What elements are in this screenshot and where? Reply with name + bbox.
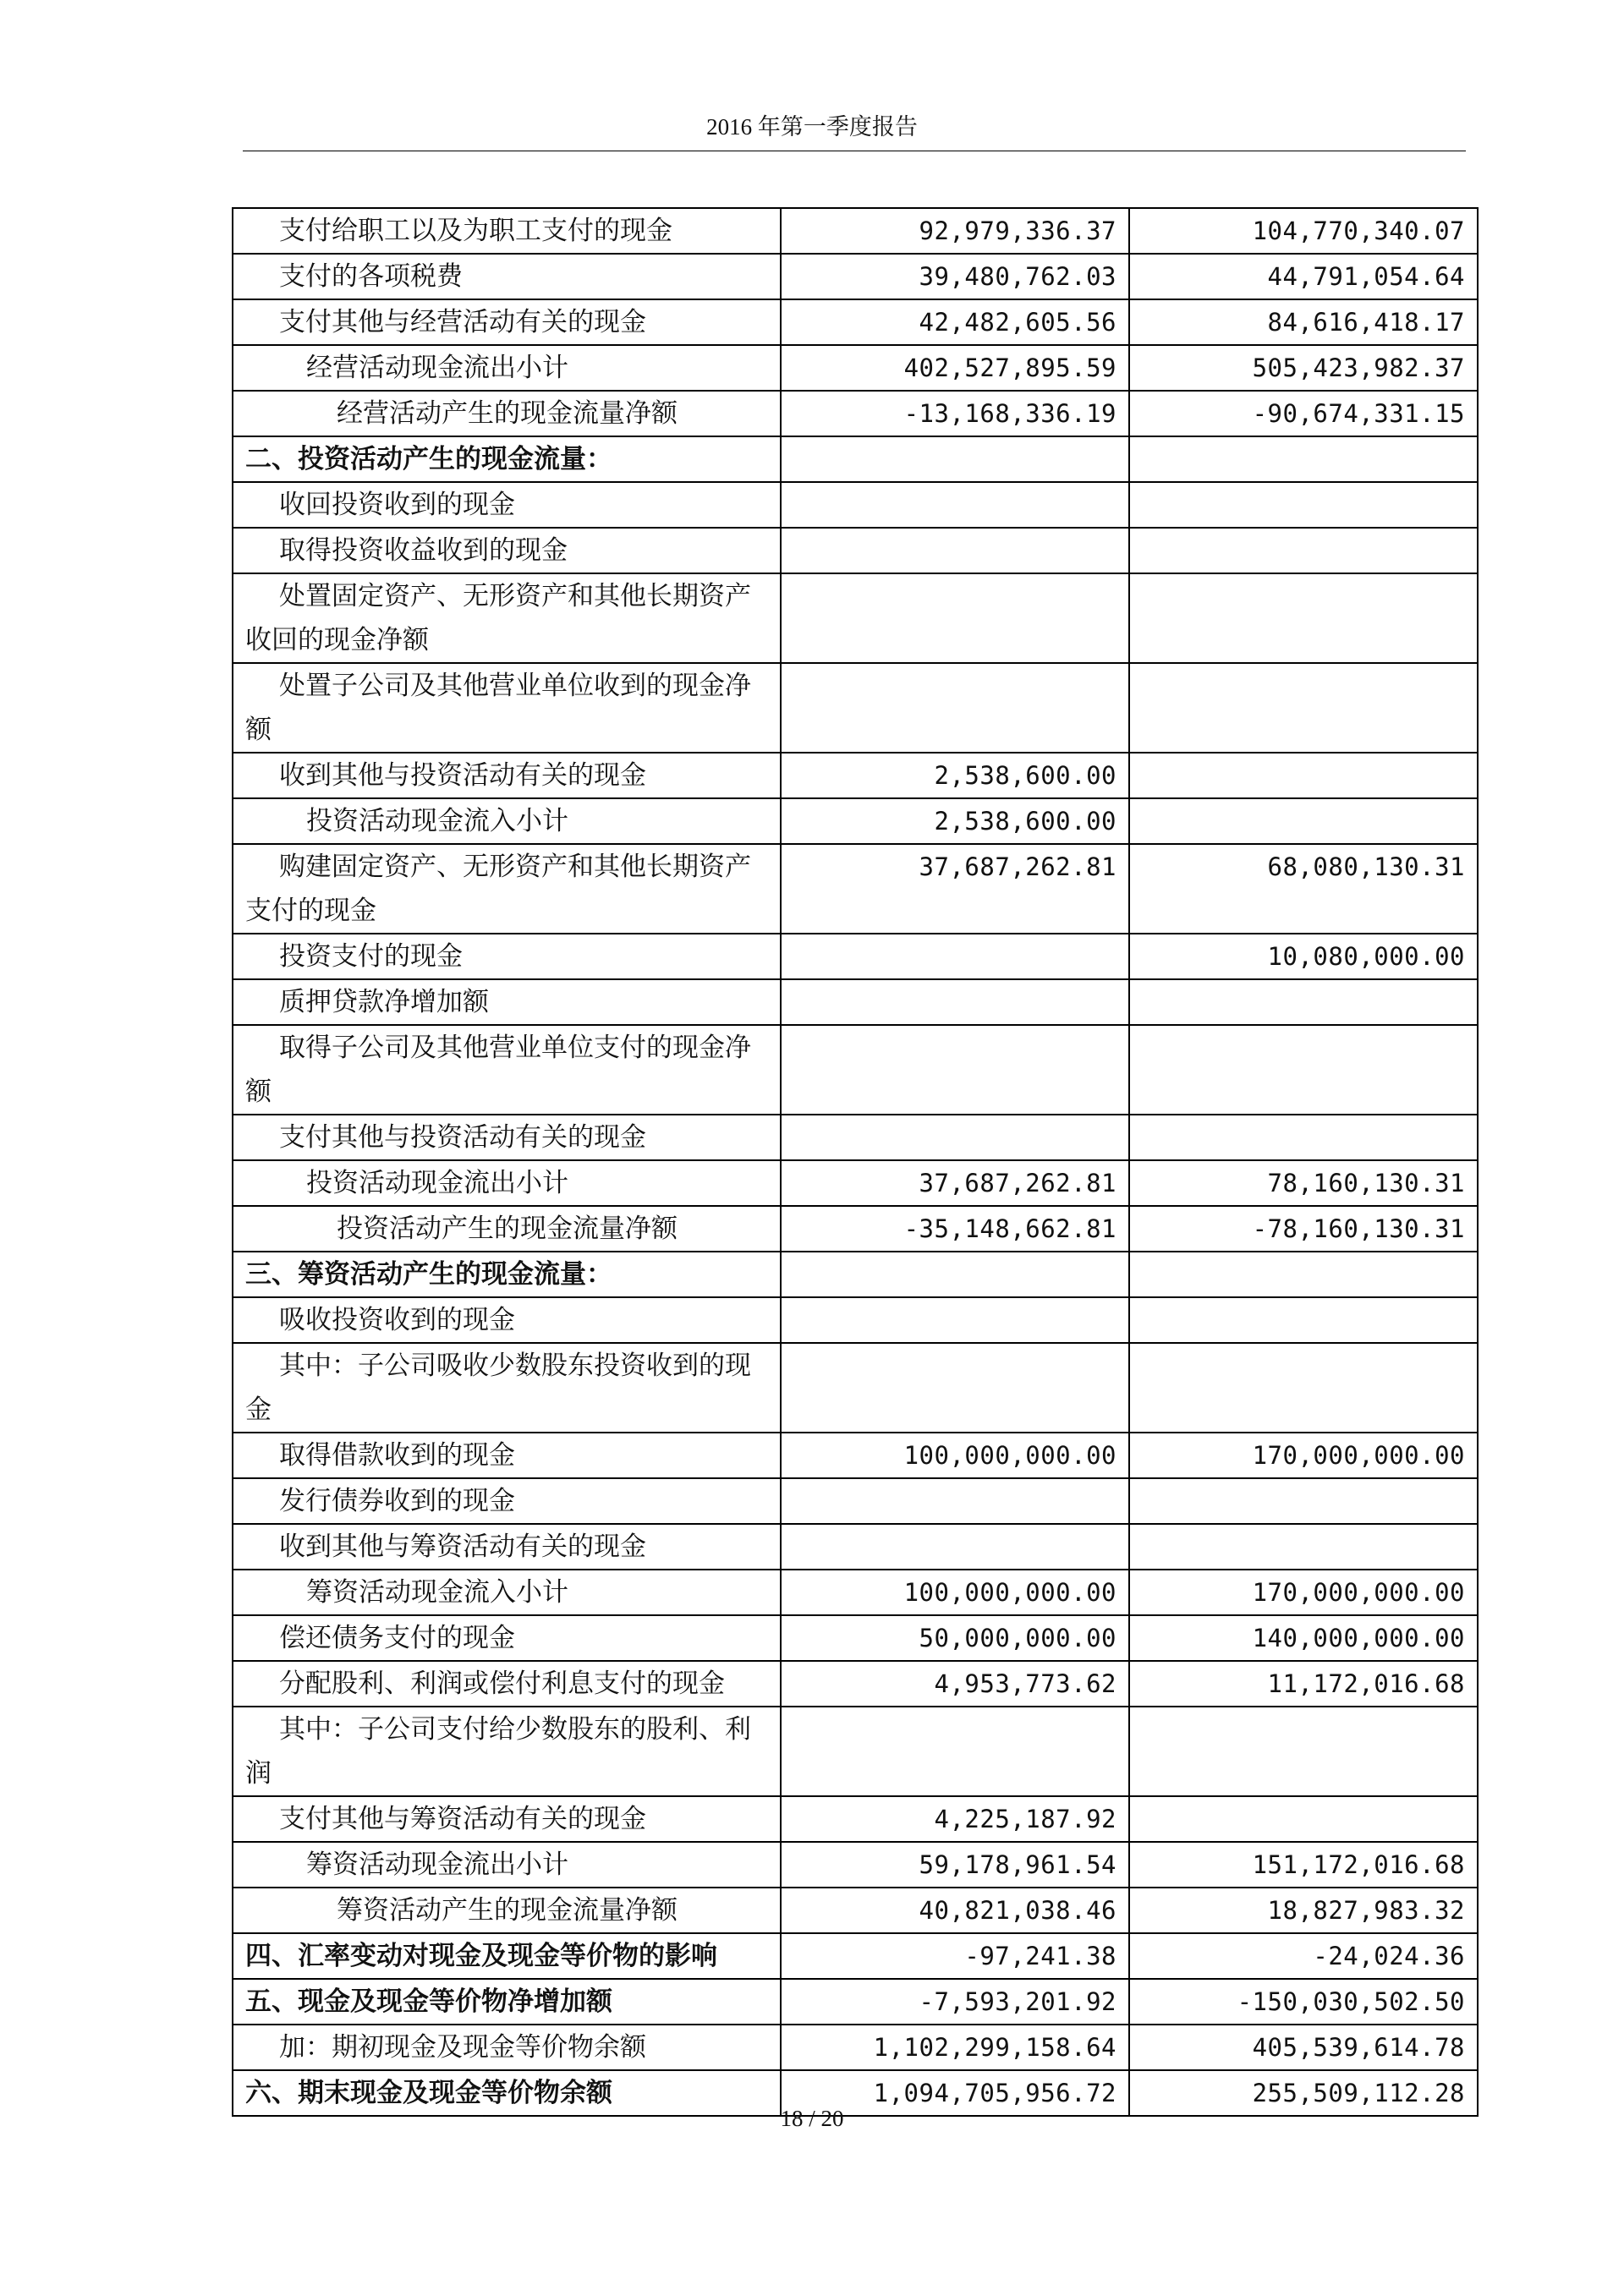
table-row: [233, 1478, 1478, 1524]
current-period-amount: 42,482,605.56: [781, 299, 1129, 345]
row-label: 其中：子公司支付给少数股东的股利、利润: [233, 1707, 781, 1796]
table-row: [233, 1933, 1478, 1979]
current-period-amount: 1,102,299,158.64: [781, 2025, 1129, 2070]
current-period-amount: 92,979,336.37: [781, 208, 1129, 254]
prior-period-amount: [1129, 798, 1478, 844]
table-row: [233, 1025, 1478, 1115]
row-label: 五、现金及现金等价物净增加额: [233, 1979, 781, 2025]
current-period-amount: 37,687,262.81: [781, 1160, 1129, 1206]
prior-period-amount: [1129, 482, 1478, 528]
prior-period-amount: 44,791,054.64: [1129, 254, 1478, 299]
prior-period-amount: [1129, 528, 1478, 573]
table-row: [233, 1707, 1478, 1796]
current-period-amount: 59,178,961.54: [781, 1842, 1129, 1888]
current-period-amount: [781, 1707, 1129, 1796]
prior-period-amount: 104,770,340.07: [1129, 208, 1478, 254]
prior-period-amount: [1129, 1478, 1478, 1524]
current-period-amount: [781, 1343, 1129, 1433]
prior-period-amount: 68,080,130.31: [1129, 844, 1478, 934]
row-label: 支付其他与投资活动有关的现金: [233, 1115, 781, 1160]
current-period-amount: 4,225,187.92: [781, 1796, 1129, 1842]
row-label: 筹资活动现金流出小计: [233, 1842, 781, 1888]
table-row: [233, 482, 1478, 528]
table-row: [233, 254, 1478, 299]
prior-period-amount: [1129, 1524, 1478, 1570]
row-label: 六、期末现金及现金等价物余额: [233, 2070, 781, 2116]
table-row: [233, 1661, 1478, 1707]
table-row: [233, 1297, 1478, 1343]
row-label: 收回投资收到的现金: [233, 482, 781, 528]
row-label: 收到其他与投资活动有关的现金: [233, 753, 781, 798]
prior-period-amount: 170,000,000.00: [1129, 1433, 1478, 1478]
row-label: 投资活动产生的现金流量净额: [233, 1206, 781, 1252]
table-row: [233, 934, 1478, 979]
current-period-amount: [781, 573, 1129, 663]
prior-period-amount: [1129, 436, 1478, 482]
prior-period-amount: [1129, 1297, 1478, 1343]
row-label: 三、筹资活动产生的现金流量：: [233, 1252, 781, 1297]
current-period-amount: [781, 1025, 1129, 1115]
current-period-amount: 402,527,895.59: [781, 345, 1129, 391]
prior-period-amount: 151,172,016.68: [1129, 1842, 1478, 1888]
row-label: 支付其他与筹资活动有关的现金: [233, 1796, 781, 1842]
table-row: [233, 1115, 1478, 1160]
current-period-amount: [781, 482, 1129, 528]
prior-period-amount: -90,674,331.15: [1129, 391, 1478, 436]
row-label: 投资活动现金流出小计: [233, 1160, 781, 1206]
table-row: [233, 1252, 1478, 1297]
current-period-amount: [781, 1252, 1129, 1297]
prior-period-amount: 405,539,614.78: [1129, 2025, 1478, 2070]
table-row: [233, 1524, 1478, 1570]
row-label: 购建固定资产、无形资产和其他长期资产支付的现金: [233, 844, 781, 934]
table-row: [233, 798, 1478, 844]
prior-period-amount: -150,030,502.50: [1129, 1979, 1478, 2025]
prior-period-amount: 10,080,000.00: [1129, 934, 1478, 979]
prior-period-amount: 84,616,418.17: [1129, 299, 1478, 345]
row-label: 经营活动现金流出小计: [233, 345, 781, 391]
current-period-amount: 37,687,262.81: [781, 844, 1129, 934]
prior-period-amount: [1129, 1343, 1478, 1433]
row-label: 吸收投资收到的现金: [233, 1297, 781, 1343]
current-period-amount: 100,000,000.00: [781, 1433, 1129, 1478]
current-period-amount: 4,953,773.62: [781, 1661, 1129, 1707]
row-label: 处置子公司及其他营业单位收到的现金净额: [233, 663, 781, 753]
prior-period-amount: 170,000,000.00: [1129, 1570, 1478, 1615]
prior-period-amount: 505,423,982.37: [1129, 345, 1478, 391]
table-row: [233, 753, 1478, 798]
current-period-amount: [781, 934, 1129, 979]
prior-period-amount: [1129, 663, 1478, 753]
current-period-amount: 39,480,762.03: [781, 254, 1129, 299]
page-number: 18 / 20: [780, 2106, 844, 2131]
row-label: 处置固定资产、无形资产和其他长期资产收回的现金净额: [233, 573, 781, 663]
current-period-amount: [781, 1297, 1129, 1343]
table-row: [233, 1979, 1478, 2025]
row-label: 二、投资活动产生的现金流量：: [233, 436, 781, 482]
row-label: 其中：子公司吸收少数股东投资收到的现金: [233, 1343, 781, 1433]
table-row: [233, 1796, 1478, 1842]
prior-period-amount: [1129, 979, 1478, 1025]
table-row: [233, 2025, 1478, 2070]
current-period-amount: 2,538,600.00: [781, 753, 1129, 798]
row-label: 加：期初现金及现金等价物余额: [233, 2025, 781, 2070]
table-row: [233, 1842, 1478, 1888]
row-label: 取得借款收到的现金: [233, 1433, 781, 1478]
table-row: [233, 528, 1478, 573]
prior-period-amount: [1129, 1252, 1478, 1297]
row-label: 支付给职工以及为职工支付的现金: [233, 208, 781, 254]
prior-period-amount: [1129, 753, 1478, 798]
row-label: 投资活动现金流入小计: [233, 798, 781, 844]
row-label: 质押贷款净增加额: [233, 979, 781, 1025]
table-row: [233, 844, 1478, 934]
current-period-amount: -7,593,201.92: [781, 1979, 1129, 2025]
table-row: [233, 1615, 1478, 1661]
prior-period-amount: 78,160,130.31: [1129, 1160, 1478, 1206]
current-period-amount: [781, 1478, 1129, 1524]
table-row: [233, 573, 1478, 663]
current-period-amount: 40,821,038.46: [781, 1888, 1129, 1933]
table-row: [233, 663, 1478, 753]
row-label: 筹资活动现金流入小计: [233, 1570, 781, 1615]
prior-period-amount: [1129, 1707, 1478, 1796]
row-label: 取得子公司及其他营业单位支付的现金净额: [233, 1025, 781, 1115]
cash-flow-table: [232, 207, 1479, 2117]
prior-period-amount: 140,000,000.00: [1129, 1615, 1478, 1661]
row-label: 取得投资收益收到的现金: [233, 528, 781, 573]
row-label: 偿还债务支付的现金: [233, 1615, 781, 1661]
current-period-amount: -13,168,336.19: [781, 391, 1129, 436]
current-period-amount: [781, 979, 1129, 1025]
table-row: [233, 1888, 1478, 1933]
current-period-amount: -97,241.38: [781, 1933, 1129, 1979]
row-label: 支付其他与经营活动有关的现金: [233, 299, 781, 345]
row-label: 发行债券收到的现金: [233, 1478, 781, 1524]
current-period-amount: [781, 1115, 1129, 1160]
page-header-title: 2016 年第一季度报告: [706, 114, 918, 140]
current-period-amount: 1,094,705,956.72: [781, 2070, 1129, 2116]
table-row: [233, 299, 1478, 345]
current-period-amount: -35,148,662.81: [781, 1206, 1129, 1252]
table-row: [233, 436, 1478, 482]
prior-period-amount: 18,827,983.32: [1129, 1888, 1478, 1933]
table-row: [233, 1433, 1478, 1478]
current-period-amount: 100,000,000.00: [781, 1570, 1129, 1615]
row-label: 投资支付的现金: [233, 934, 781, 979]
table-row: [233, 208, 1478, 254]
table-row: [233, 391, 1478, 436]
prior-period-amount: [1129, 1115, 1478, 1160]
current-period-amount: [781, 663, 1129, 753]
current-period-amount: [781, 1524, 1129, 1570]
prior-period-amount: -78,160,130.31: [1129, 1206, 1478, 1252]
row-label: 筹资活动产生的现金流量净额: [233, 1888, 781, 1933]
current-period-amount: [781, 436, 1129, 482]
row-label: 经营活动产生的现金流量净额: [233, 391, 781, 436]
table-row: [233, 1570, 1478, 1615]
table-row: [233, 1343, 1478, 1433]
cash-flow-table-body: [233, 208, 1478, 2116]
row-label: 支付的各项税费: [233, 254, 781, 299]
prior-period-amount: [1129, 1025, 1478, 1115]
prior-period-amount: [1129, 573, 1478, 663]
current-period-amount: 2,538,600.00: [781, 798, 1129, 844]
table-row: [233, 979, 1478, 1025]
prior-period-amount: 11,172,016.68: [1129, 1661, 1478, 1707]
current-period-amount: [781, 528, 1129, 573]
table-row: [233, 1160, 1478, 1206]
table-row: [233, 1206, 1478, 1252]
table-row: [233, 345, 1478, 391]
row-label: 四、汇率变动对现金及现金等价物的影响: [233, 1933, 781, 1979]
prior-period-amount: [1129, 1796, 1478, 1842]
row-label: 收到其他与筹资活动有关的现金: [233, 1524, 781, 1570]
row-label: 分配股利、利润或偿付利息支付的现金: [233, 1661, 781, 1707]
prior-period-amount: 255,509,112.28: [1129, 2070, 1478, 2116]
current-period-amount: 50,000,000.00: [781, 1615, 1129, 1661]
prior-period-amount: -24,024.36: [1129, 1933, 1478, 1979]
